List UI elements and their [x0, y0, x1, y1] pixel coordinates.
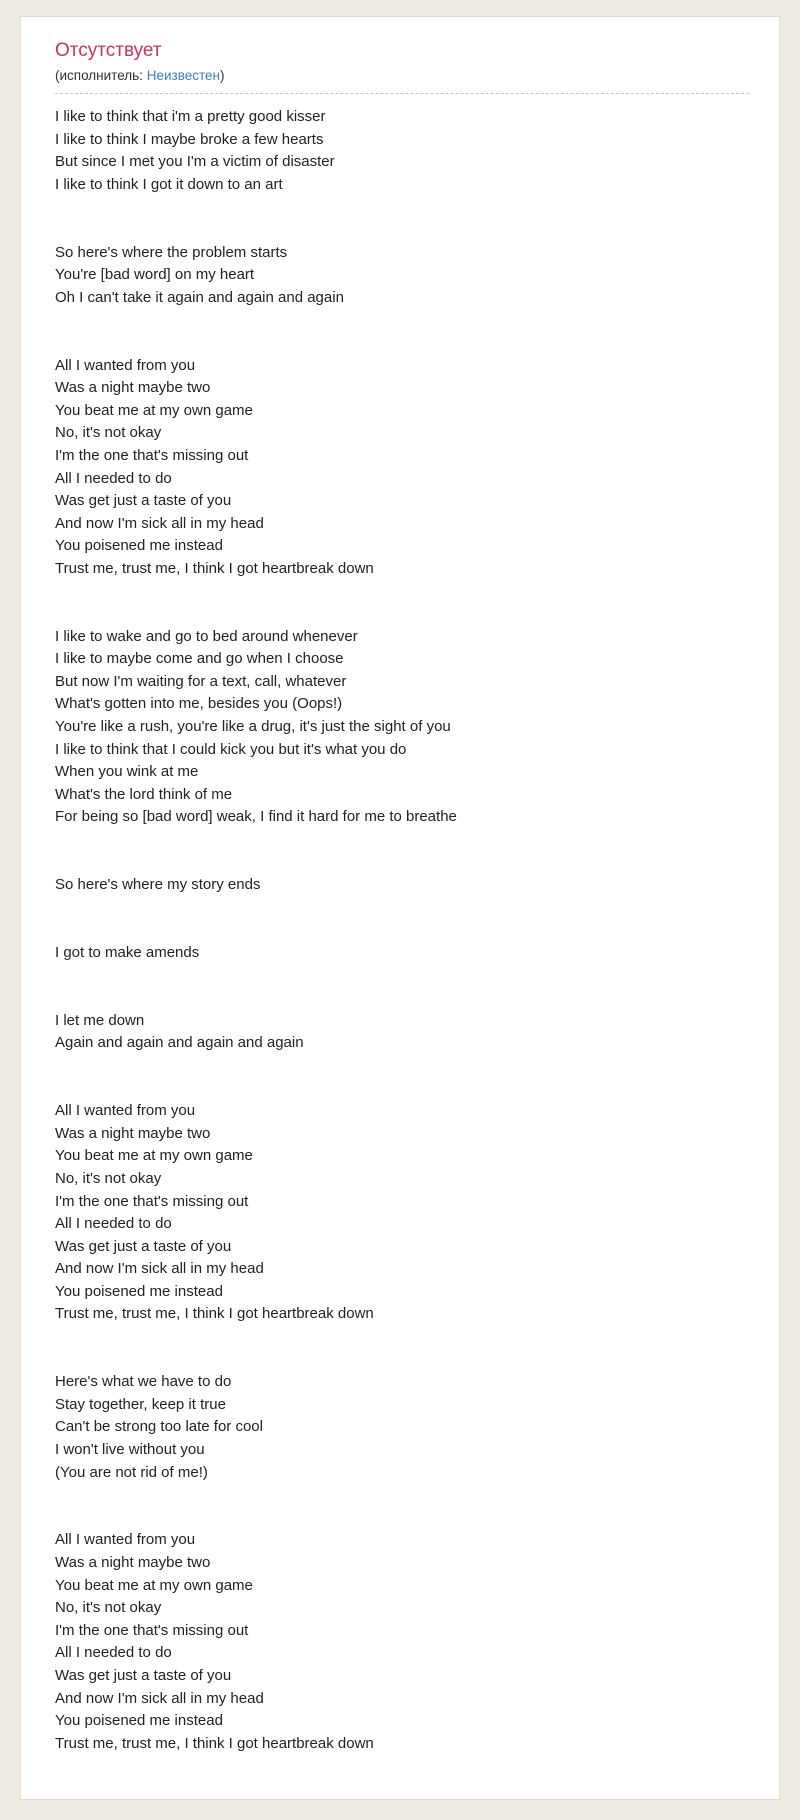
lyric-line: Was get just a taste of you — [55, 492, 232, 510]
lyric-line: What's the lord think of me — [55, 785, 233, 803]
lyric-line-blank — [55, 603, 749, 626]
lyric-line: I won't live without you — [55, 1441, 205, 1459]
lyrics-sheet — [20, 16, 780, 1800]
lyric-line: You're like a rush, you're like a drug, it's just the sight of you — [55, 718, 451, 736]
lyric-line-blank — [55, 219, 749, 242]
lyric-line: All I wanted from you — [55, 1102, 196, 1120]
lyric-line: Trust me, trust me, I think I got heartbreak down — [55, 1734, 374, 1752]
artist-link[interactable]: Неизвестен — [146, 68, 220, 83]
lyric-line: You beat me at my own game — [55, 1147, 253, 1165]
lyric-line: You beat me at my own game — [55, 1576, 253, 1594]
lyric-line: Trust me, trust me, I think I got heartbreak down — [55, 1305, 374, 1323]
lyric-line-blank — [55, 1507, 749, 1530]
lyric-line: I like to maybe come and go when I choose — [55, 650, 344, 668]
lyric-line: Was get just a taste of you — [55, 1237, 232, 1255]
lyric-line-blank — [55, 1055, 749, 1078]
lyric-line: So here's where the problem starts — [55, 243, 288, 261]
lyric-line-blank — [55, 897, 749, 920]
lyric-line: All I needed to do — [55, 1215, 172, 1233]
lyric-line: No, it's not okay — [55, 424, 162, 442]
lyric-line: Was a night maybe two — [55, 1554, 211, 1571]
lyric-line: I like to think that i'm a pretty good kisser — [55, 108, 326, 125]
lyric-line-blank — [55, 1326, 749, 1349]
lyric-line-blank — [55, 965, 749, 988]
lyric-line: Was get just a taste of you — [55, 1666, 232, 1684]
lyric-line: All I wanted from you — [55, 356, 196, 374]
song-title: Отсутствует — [55, 40, 162, 61]
lyric-line: All I wanted from you — [55, 1531, 196, 1549]
lyric-line: You poisened me instead — [55, 1712, 223, 1730]
lyric-line: No, it's not okay — [55, 1599, 162, 1617]
artist-line — [55, 68, 749, 94]
lyric-line: Again and again and again and again — [55, 1034, 304, 1052]
lyric-line: Oh I can't take it again and again and again — [55, 288, 344, 306]
lyric-line: You're [bad word] on my heart — [55, 266, 255, 284]
lyric-line-blank — [55, 332, 749, 355]
lyric-line: I'm the one that's missing out — [55, 1621, 249, 1639]
artist-prefix-label: (исполнитель: — [55, 68, 143, 83]
lyric-line: Here's what we have to do — [55, 1373, 232, 1391]
lyric-line: I like to wake and go to bed around whenever — [55, 627, 358, 645]
lyric-line-blank — [55, 829, 749, 852]
lyric-line: But since I met you I'm a victim of disaster — [55, 153, 335, 171]
lyric-line: You beat me at my own game — [55, 401, 253, 419]
lyric-line-blank — [55, 1349, 749, 1372]
lyric-line-blank — [55, 852, 749, 875]
artist-suffix-label: ) — [219, 68, 225, 83]
lyric-line-blank — [55, 919, 749, 942]
lyric-line: Stay together, keep it true — [55, 1395, 226, 1413]
lyric-line: I like to think I maybe broke a few hearts — [55, 130, 324, 148]
lyric-line-blank — [55, 987, 749, 1010]
lyric-line-blank — [55, 1484, 749, 1507]
lyric-line: And now I'm sick all in my head — [55, 1689, 264, 1707]
lyric-line: Can't be strong too late for cool — [55, 1418, 263, 1436]
lyric-line: I'm the one that's missing out — [55, 1192, 249, 1210]
lyric-line: Was a night maybe two — [55, 1124, 211, 1142]
lyric-line: What's gotten into me, besides you (Oops!) — [55, 695, 343, 713]
lyric-line-blank — [55, 1078, 749, 1101]
lyrics-body — [55, 106, 749, 1755]
lyric-line: But now I'm waiting for a text, call, whatever — [55, 672, 347, 690]
lyric-line: For being so [bad word] weak, I find it hard for me to breathe — [55, 808, 457, 826]
lyric-line-blank — [55, 580, 749, 603]
lyric-line: (You are not rid of me!) — [55, 1463, 208, 1481]
lyric-line-blank — [55, 309, 749, 332]
lyric-line: All I needed to do — [55, 1644, 172, 1662]
lyric-line: And now I'm sick all in my head — [55, 514, 264, 532]
lyric-line: I got to make amends — [55, 943, 200, 961]
lyric-line: No, it's not okay — [55, 1169, 162, 1187]
lyric-line: You poisened me instead — [55, 537, 223, 555]
lyric-line: All I needed to do — [55, 469, 172, 487]
lyric-line: So here's where my story ends — [55, 876, 261, 894]
lyric-line: I like to think I got it down to an art — [55, 175, 283, 193]
lyric-line-blank — [55, 196, 749, 219]
lyric-line: When you wink at me — [55, 763, 199, 781]
lyric-line: And now I'm sick all in my head — [55, 1260, 264, 1278]
lyric-line: Was a night maybe two — [55, 379, 211, 397]
lyric-line: I'm the one that's missing out — [55, 446, 249, 464]
lyric-line: Trust me, trust me, I think I got heartbreak down — [55, 559, 374, 577]
lyric-line: I like to think that I could kick you but it's what you do — [55, 740, 407, 758]
lyric-line: You poisened me instead — [55, 1282, 223, 1300]
lyric-line: I let me down — [55, 1011, 145, 1029]
